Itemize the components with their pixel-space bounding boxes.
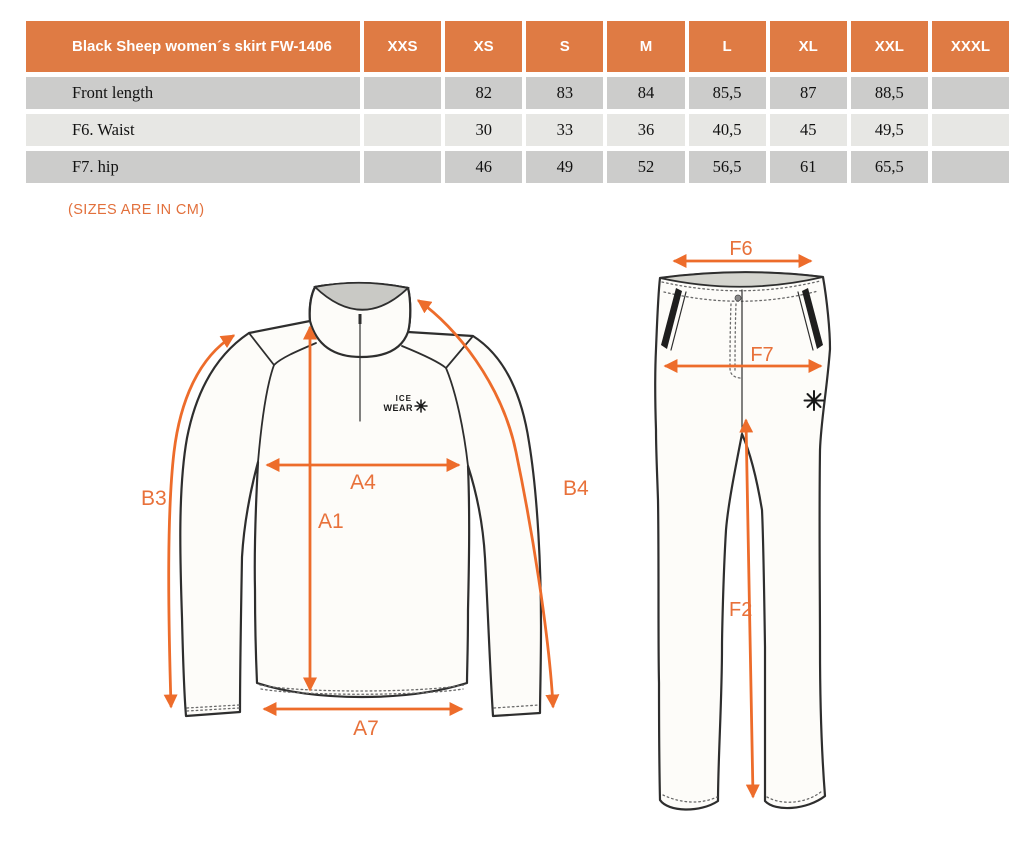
- row-label: Front length: [26, 77, 360, 109]
- value-cell: 33: [526, 114, 603, 146]
- label-f7: F7: [750, 344, 774, 366]
- header-cell-xxl: XXL: [851, 21, 928, 72]
- value-cell: 46: [445, 151, 522, 183]
- value-cell: 52: [607, 151, 684, 183]
- snowflake-icon: [415, 400, 427, 412]
- pants-outline: [655, 272, 830, 809]
- header-cell-m: M: [607, 21, 684, 72]
- header-cell-xxs: XXS: [364, 21, 441, 72]
- snowflake-icon: [805, 391, 824, 410]
- header-cell-l: L: [689, 21, 766, 72]
- value-cell: 87: [770, 77, 847, 109]
- row-label: F7. hip: [26, 151, 360, 183]
- header-cell-xs: XS: [445, 21, 522, 72]
- label-a7: A7: [353, 717, 379, 740]
- value-cell: 49,5: [851, 114, 928, 146]
- label-f6: F6: [729, 238, 753, 260]
- value-cell: 40,5: [689, 114, 766, 146]
- label-f2: F2: [729, 599, 753, 621]
- logo-line2: WEAR: [383, 403, 413, 413]
- value-cell: 36: [607, 114, 684, 146]
- value-cell: 85,5: [689, 77, 766, 109]
- table-title: Black Sheep women´s skirt FW-1406: [26, 21, 360, 72]
- value-cell: 82: [445, 77, 522, 109]
- waist-button: [735, 295, 741, 301]
- value-cell: 88,5: [851, 77, 928, 109]
- label-b3: B3: [141, 487, 167, 510]
- value-cell: 30: [445, 114, 522, 146]
- value-cell: 45: [770, 114, 847, 146]
- shirt-diagram: [141, 283, 589, 740]
- header-cell-xl: XL: [770, 21, 847, 72]
- row-label: F6. Waist: [26, 114, 360, 146]
- value-cell: 56,5: [689, 151, 766, 183]
- header-cell-s: S: [526, 21, 603, 72]
- label-b4: B4: [563, 477, 589, 500]
- header-cell-xxxl: XXXL: [932, 21, 1009, 72]
- sizes-note: (SIZES ARE IN CM): [68, 202, 205, 218]
- value-cell: 61: [770, 151, 847, 183]
- value-cell: 65,5: [851, 151, 928, 183]
- value-cell: 49: [526, 151, 603, 183]
- pants-diagram: [655, 238, 830, 810]
- value-cell: 83: [526, 77, 603, 109]
- label-a1: A1: [318, 510, 344, 533]
- value-cell: 84: [607, 77, 684, 109]
- logo-line1: ICE: [395, 394, 412, 403]
- label-a4: A4: [350, 471, 376, 494]
